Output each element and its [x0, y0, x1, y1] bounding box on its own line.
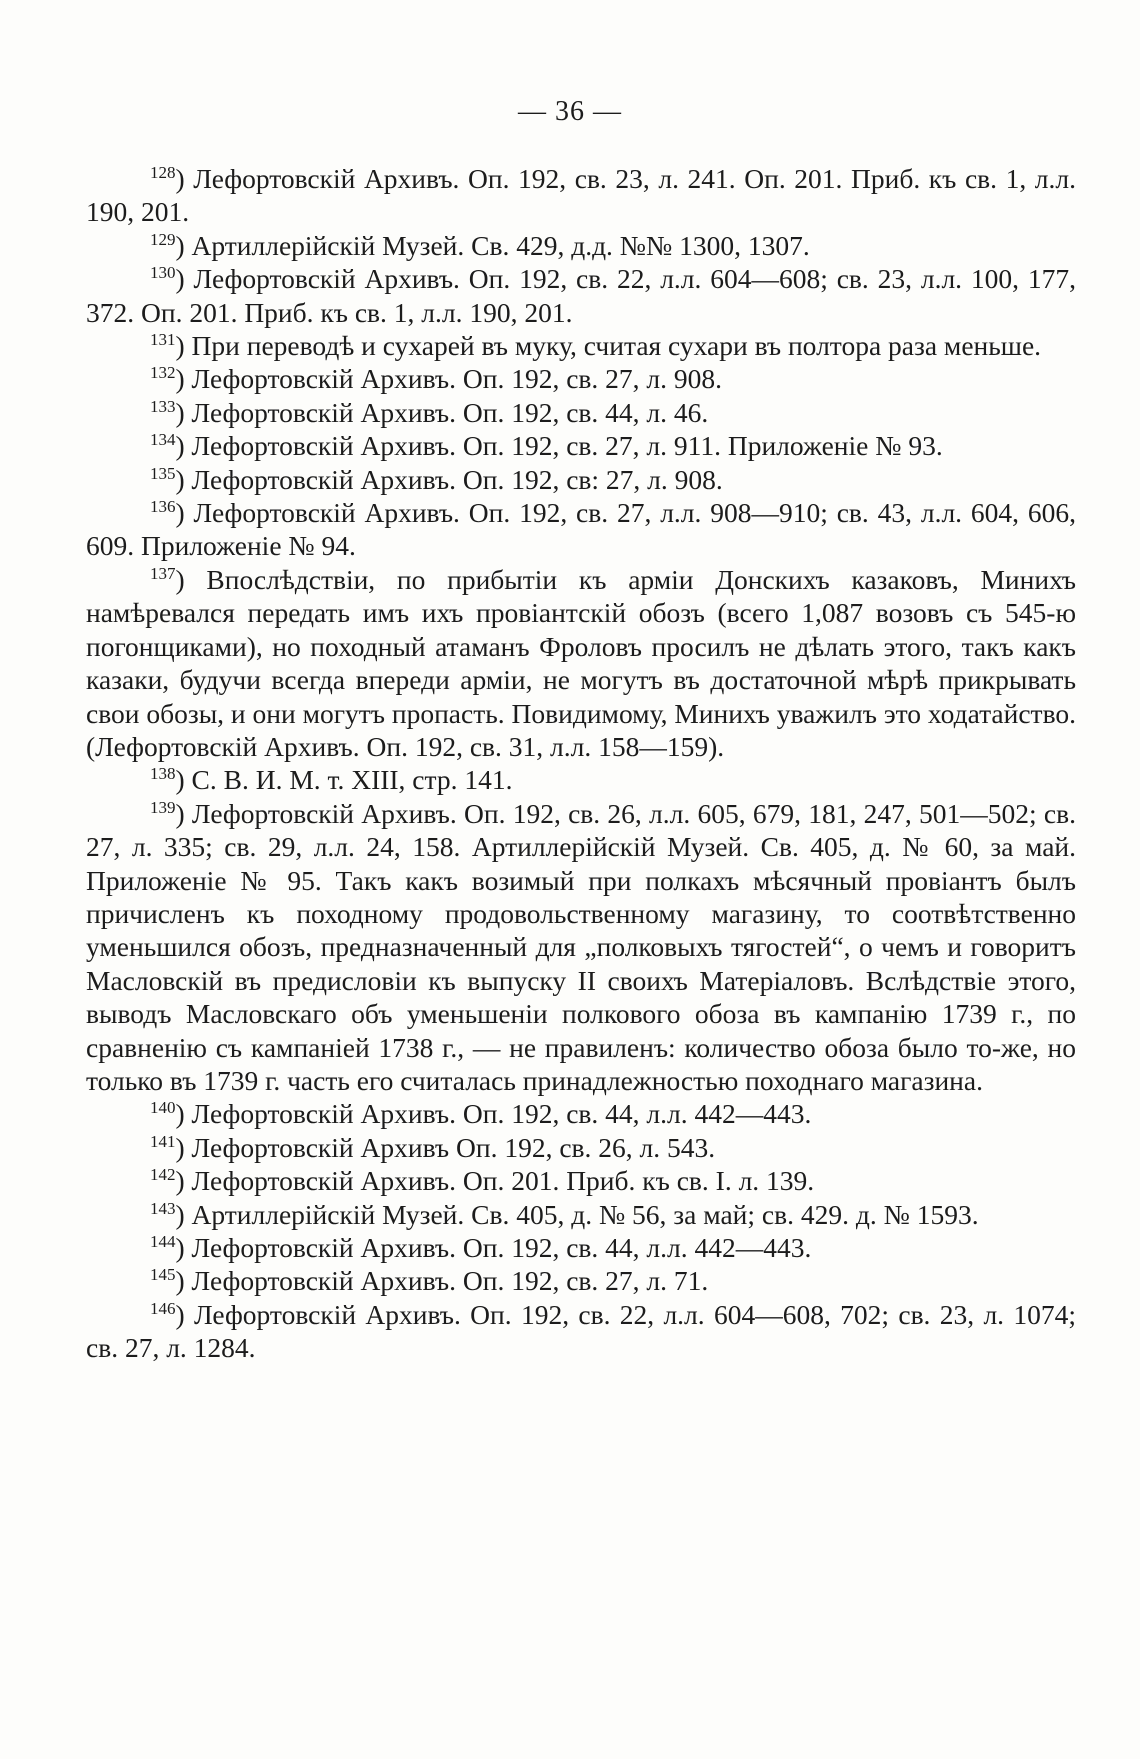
- footnote-text: ) Лефортовскій Архивъ. Оп. 192, св. 22, л.л. 604—608; св. 23, л.л. 100, 177, 372. Оп. 201. Приб. къ св. 1, л.л. 190, 201.: [86, 263, 1076, 328]
- footnote-number: 134: [150, 430, 176, 450]
- footnote-number: 144: [150, 1231, 176, 1251]
- footnote-number: 131: [150, 329, 176, 349]
- footnote-132: [86, 362, 1076, 395]
- footnote-129: [86, 229, 1076, 262]
- footnote-145: [86, 1264, 1076, 1297]
- footnote-text: ) Лефортовскій Архивъ. Оп. 201. Приб. къ св. I. л. 139.: [175, 1165, 815, 1197]
- footnote-text: ) Артиллерійскій Музей. Св. 405, д. № 56, за май; св. 429. д. № 1593.: [175, 1198, 979, 1230]
- footnote-text: ) Лефортовскій Архивъ. Оп. 192, св. 27, л. 911. Приложеніе № 93.: [175, 430, 943, 462]
- footnote-text: ) При переводѣ и сухарей въ муку, считая сухари въ полтора раза меньше.: [175, 330, 1042, 362]
- footnote-text: ) Артиллерійскій Музей. Св. 429, д.д. №№ 1300, 1307.: [175, 229, 810, 261]
- footnote-number: 139: [150, 797, 176, 817]
- footnote-text: ) Лефортовскій Архивъ. Оп. 192, св. 26, л.л. 605, 679, 181, 247, 501—502; св. 27, л. 335; св. 29, л.л. 24, 158. Артиллерійскій Музей. Св. 405, д. № 60, за май. Приложеніе № 95. Такъ какъ возимый при полкахъ мѣсячный провіантъ былъ причисленъ къ походному продовольственному магазину, то соотвѣтственно уменьшился обозъ, предназначенный для „полковыхъ тягостей“, о чемъ и говоритъ Масловскій въ предисловіи къ выпуску II своихъ Матеріаловъ. Вслѣдствіе этого, выводъ Масловскаго объ уменьшеніи полкового обоза въ кампанію 1739 г., по сравненію съ кампаніей 1738 г., — не правиленъ: количество обоза было то-же, но только въ 1739 г. часть его считалась принадлежностью походнаго магазина.: [86, 797, 1076, 1096]
- footnote-number: 128: [150, 162, 176, 182]
- footnote-number: 140: [150, 1098, 176, 1118]
- footnote-text: ) Лефортовскій Архивъ. Оп. 192, св. 44, л.л. 442—443.: [175, 1098, 812, 1130]
- footnote-text: ) Лефортовскій Архивъ. Оп. 192, св. 22, л.л. 604—608, 702; св. 23, л. 1074; св. 27, л. 1284.: [86, 1298, 1076, 1364]
- footnote-number: 145: [150, 1265, 176, 1285]
- page-number: — 36 —: [518, 96, 622, 127]
- footnote-text: ) Лефортовскій Архивъ. Оп. 192, св. 27, л.л. 908—910; св. 43, л.л. 604, 606, 609. Приложеніе № 94.: [86, 497, 1076, 562]
- footnote-number: 137: [150, 563, 176, 583]
- footnote-number: 133: [150, 396, 176, 416]
- footnote-text: ) Впослѣдствіи, по прибытіи къ арміи Донскихъ казаковъ, Минихъ намѣревался передать имъ ихъ провіантскій обозъ (всего 1,087 возовъ съ 545-ю погонщиками), но походный атаманъ Фроловъ просилъ не дѣлать этого, такъ какъ казаки, будучи всегда впереди арміи, не могутъ въ достаточной мѣрѣ прикрывать свои обозы, и они могутъ пропасть. Повидимому, Минихъ уважилъ это ходатайство. (Лефортовскій Архивъ. Оп. 192, св. 31, л.л. 158—159).: [86, 563, 1076, 762]
- footnote-137: [86, 563, 1076, 763]
- footnote-143: [86, 1198, 1076, 1231]
- footnote-131: [86, 329, 1076, 362]
- footnote-number: 135: [150, 463, 176, 483]
- footnote-133: [86, 396, 1076, 429]
- footnote-text: ) Лефортовскій Архивъ. Оп. 192, св: 27, л. 908.: [175, 463, 723, 495]
- footnote-text: ) Лефортовскій Архивъ Оп. 192, св. 26, л. 543.: [175, 1131, 716, 1163]
- footnote-134: [86, 429, 1076, 462]
- footnote-number: 129: [150, 229, 176, 249]
- footnote-146: [86, 1298, 1076, 1365]
- footnote-text: ) Лефортовскій Архивъ. Оп. 192, св. 44, л.л. 442—443.: [175, 1232, 812, 1263]
- footnote-130: [86, 262, 1076, 329]
- footnote-128: [86, 162, 1076, 229]
- footnote-number: 143: [150, 1198, 176, 1218]
- footnote-138: [86, 763, 1076, 796]
- footnote-text: ) Лефортовскій Архивъ. Оп. 192, св. 27, л. 908.: [175, 363, 722, 395]
- footnote-text: ) Лефортовскій Архивъ. Оп. 192, св. 23, л. 241. Оп. 201. Приб. къ св. 1, л.л. 190, 201.: [86, 163, 1076, 228]
- footnote-140: [86, 1097, 1076, 1130]
- footnote-text: ) Лефортовскій Архивъ. Оп. 192, св. 27, л. 71.: [175, 1265, 709, 1297]
- footnote-text: ) Лефортовскій Архивъ. Оп. 192, св. 44, л. 46.: [175, 396, 709, 428]
- footnote-142: [86, 1164, 1076, 1197]
- footnote-139: [86, 797, 1076, 1098]
- footnotes-list: [86, 162, 1076, 1365]
- footnote-number: 138: [150, 764, 176, 784]
- footnote-number: 132: [150, 363, 176, 383]
- footnote-number: 142: [150, 1165, 176, 1185]
- footnote-144: [86, 1231, 1076, 1264]
- footnote-text: ) С. В. И. М. т. XIII, стр. 141.: [175, 764, 513, 796]
- footnote-136: [86, 496, 1076, 563]
- footnote-141: [86, 1131, 1076, 1164]
- footnote-number: 130: [150, 263, 176, 283]
- footnote-number: 141: [150, 1131, 176, 1151]
- footnote-number: 136: [150, 496, 176, 516]
- footnote-number: 146: [150, 1298, 176, 1318]
- footnote-135: [86, 463, 1076, 496]
